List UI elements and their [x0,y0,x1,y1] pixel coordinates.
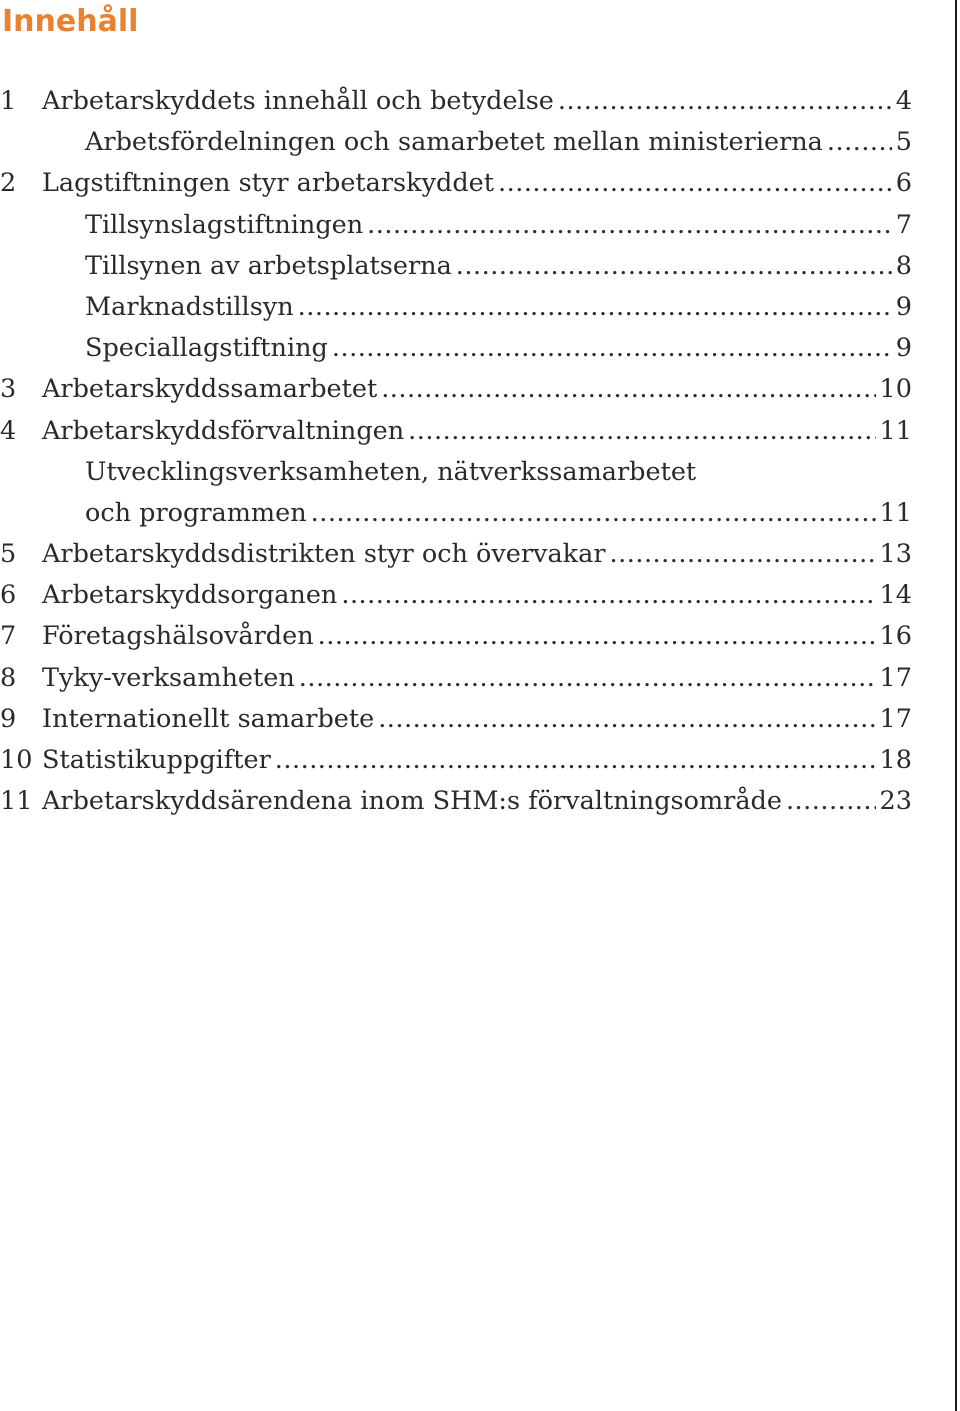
toc-entry[interactable] [0,333,912,374]
dot-leader [408,416,875,446]
toc-entry-label: Arbetarskyddsdistrikten styr och övervakar [42,539,606,570]
dot-leader [311,498,876,528]
toc-entry-number: 2 [0,168,17,199]
toc-entry-label: Företagshälsovården [42,621,314,652]
toc-entry-label: Arbetarskyddsorganen [42,580,338,611]
toc-entry-page: 9 [895,333,912,364]
toc-entry[interactable] [0,621,912,662]
toc-entry-number: 3 [0,374,17,405]
toc-entry-page: 11 [879,497,912,528]
toc-entry-page: 14 [879,580,912,611]
toc-entry-label: Arbetarskyddsförvaltningen [42,415,405,446]
toc-entry[interactable] [0,457,912,498]
toc-entry-page: 23 [879,786,912,817]
toc-entry[interactable] [0,786,912,827]
toc-entry[interactable] [0,704,912,745]
toc-entry-label: Arbetarskyddets innehåll och betydelse [42,86,554,116]
toc-entry-label: Tyky-verksamheten [42,662,295,693]
dot-leader [318,621,876,651]
dot-leader [558,86,892,116]
toc-entry-page: 13 [879,539,912,570]
toc-entry-number: 11 [0,786,33,817]
toc-entry-label: och programmen [85,497,307,528]
toc-entry[interactable] [0,498,912,539]
toc-entry[interactable] [0,539,912,580]
toc-entry-label: Internationellt samarbete [42,703,375,734]
toc-entry-page: 5 [895,127,912,158]
toc-entry-label: Utvecklingsverksamheten, nätverkssamarbetet [85,456,697,487]
toc-entry[interactable] [0,251,912,292]
toc-entry-number: 6 [0,580,17,611]
toc-entry-page: 9 [895,291,912,322]
toc-entry[interactable] [0,374,912,415]
page-title: Innehåll [2,4,139,39]
dot-leader [786,786,876,816]
toc-entry-page: 7 [895,209,912,240]
dot-leader [332,333,892,363]
toc-entry-page: 11 [879,415,912,446]
toc-entry-label: Arbetarskyddsärendena inom SHM:s förvaltningsområde [42,786,782,817]
dot-leader [298,292,892,322]
toc-entry-number: 9 [0,703,17,734]
toc-entry[interactable] [0,86,912,127]
toc-entry-label: Statistikuppgifter [42,745,271,775]
page-edge-rule [955,0,957,1411]
table-of-contents [0,86,912,827]
toc-entry[interactable] [0,210,912,251]
toc-entry-page: 17 [879,703,912,734]
dot-leader [341,580,875,610]
dot-leader [610,539,876,569]
toc-entry-number: 4 [0,415,17,446]
toc-entry-label: Arbetarskyddssamarbetet [42,374,378,405]
toc-entry-number: 8 [0,662,17,693]
dot-leader [498,168,892,198]
toc-entry[interactable] [0,168,912,209]
dot-leader [381,374,875,404]
dot-leader [299,663,876,693]
toc-entry-page: 17 [879,662,912,693]
dot-leader [275,745,876,775]
toc-entry[interactable] [0,292,912,333]
toc-entry-page: 8 [895,250,912,281]
toc-entry[interactable] [0,745,912,786]
toc-entry[interactable] [0,127,912,168]
dot-leader [378,704,875,734]
toc-entry-page: 16 [879,621,912,652]
dot-leader [827,127,892,157]
toc-entry-label: Marknadstillsyn [85,291,294,322]
toc-entry[interactable] [0,580,912,621]
toc-entry[interactable] [0,416,912,457]
dot-leader [367,210,892,240]
toc-entry-label: Speciallagstiftning [85,333,328,364]
toc-entry[interactable] [0,663,912,704]
toc-entry-page: 4 [895,86,912,116]
toc-entry-number: 7 [0,621,17,652]
toc-entry-number: 1 [0,86,17,116]
toc-entry-label: Tillsynen av arbetsplatserna [85,250,452,281]
dot-leader [456,251,892,281]
toc-entry-label: Arbetsfördelningen och samarbetet mellan ministerierna [85,127,823,158]
toc-entry-number: 10 [0,745,33,775]
toc-entry-label: Tillsynslagstiftningen [85,209,364,240]
toc-entry-page: 18 [879,745,912,775]
toc-entry-label: Lagstiftningen styr arbetarskyddet [42,168,494,199]
toc-entry-page: 10 [879,374,912,405]
toc-entry-number: 5 [0,539,17,570]
toc-entry-page: 6 [895,168,912,199]
